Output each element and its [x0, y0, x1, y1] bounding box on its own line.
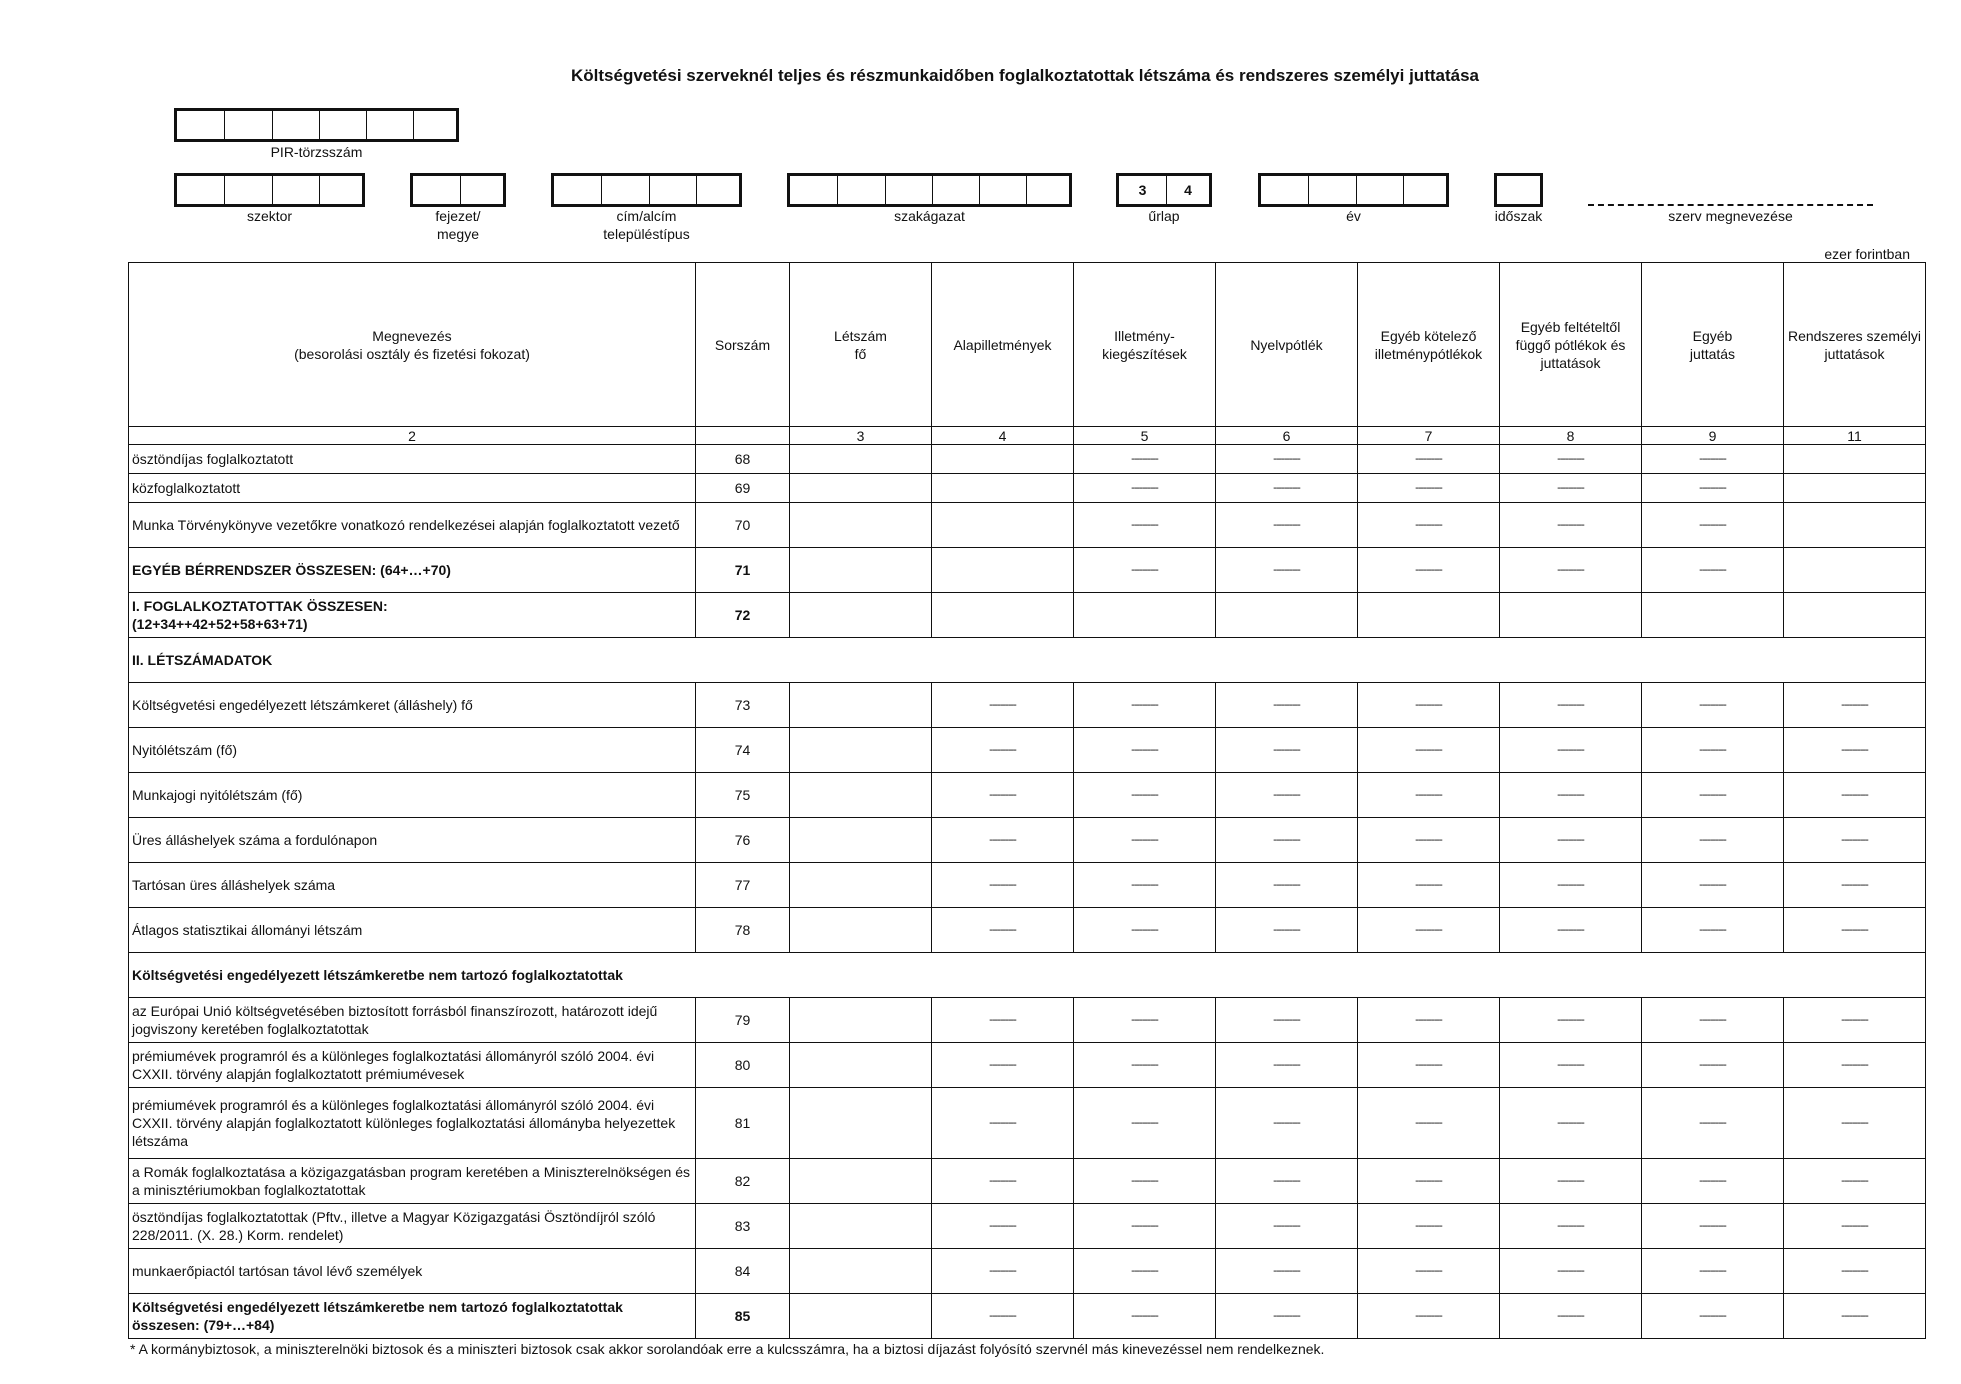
row-number: 78 — [696, 908, 790, 953]
dash-cell: ---------- — [1784, 1294, 1926, 1339]
row-name: ösztöndíjas foglalkoztatottak (Pftv., illetve a Magyar Közigazgatási Ösztöndíjról szóló 228/2011. (X. 28.) Korm. rendelet) — [129, 1204, 696, 1249]
dash-cell: ---------- — [1642, 1249, 1784, 1294]
dash-cell: ---------- — [1358, 1043, 1500, 1088]
table-row — [129, 998, 1926, 1043]
input-cell[interactable] — [790, 1249, 932, 1294]
input-cell[interactable] — [790, 1088, 932, 1159]
pir-cell[interactable] — [320, 111, 367, 139]
col-header: Illetmény- kiegészítések — [1074, 263, 1216, 427]
dash-cell: ---------- — [1642, 1088, 1784, 1159]
dash-cell: ---------- — [1784, 773, 1926, 818]
input-cell[interactable] — [1784, 503, 1926, 548]
dash-cell: ---------- — [1216, 474, 1358, 503]
col-number: 11 — [1784, 427, 1926, 445]
szakagazat-field[interactable] — [787, 173, 1072, 207]
row-name: az Európai Unió költségvetésében biztosított forrásból finanszírozott, határozott idejű jogviszony keretében foglalkoztatottak — [129, 998, 696, 1043]
urlap-label: űrlap — [1148, 208, 1180, 224]
idoszak-label: időszak — [1494, 208, 1543, 224]
dash-cell: ---------- — [1216, 1159, 1358, 1204]
section-row — [129, 638, 1926, 683]
dash-cell: ---------- — [1358, 908, 1500, 953]
dash-cell: ---------- — [932, 1088, 1074, 1159]
input-cell[interactable] — [932, 474, 1074, 503]
page-title: Költségvetési szerveknél teljes és részmunkaidőben foglalkoztatottak létszáma és rendszeres személyi juttatása — [571, 66, 1479, 85]
dash-cell: ---------- — [1500, 474, 1642, 503]
dash-cell: ---------- — [1784, 1043, 1926, 1088]
col-number: 7 — [1358, 427, 1500, 445]
ev-cell[interactable] — [1261, 176, 1309, 204]
row-name: ösztöndíjas foglalkoztatott — [129, 445, 696, 474]
col-header: Létszám fő — [790, 263, 932, 427]
col-number: 6 — [1216, 427, 1358, 445]
dash-cell: ---------- — [1358, 818, 1500, 863]
dash-cell: ---------- — [932, 773, 1074, 818]
dash-cell: ---------- — [1216, 998, 1358, 1043]
row-number: 82 — [696, 1159, 790, 1204]
table-row — [129, 818, 1926, 863]
row-number: 76 — [696, 818, 790, 863]
col-header: Rendszeres személyi juttatások — [1784, 263, 1926, 427]
cim-cell[interactable] — [650, 176, 697, 204]
idoszak-field[interactable] — [1494, 173, 1543, 207]
row-name: prémiumévek programról és a különleges foglalkoztatási állományról szóló 2004. évi CXXII. törvény alapján foglalkoztatott különleges foglalkoztatási állományba helyezettek létszáma — [129, 1088, 696, 1159]
col-header: Alapilletmények — [932, 263, 1074, 427]
dash-cell: ---------- — [1358, 863, 1500, 908]
column-number-row — [129, 427, 1926, 445]
fejezet-cell[interactable] — [413, 176, 461, 204]
input-cell[interactable] — [1784, 593, 1926, 638]
dash-cell: ---------- — [932, 863, 1074, 908]
pir-cell[interactable] — [273, 111, 320, 139]
szektor-cell[interactable] — [225, 176, 273, 204]
input-cell[interactable] — [932, 593, 1074, 638]
dash-cell: ---------- — [1500, 908, 1642, 953]
dash-cell: ---------- — [1216, 548, 1358, 593]
szakagazat-cell[interactable] — [933, 176, 980, 204]
szakagazat-cell[interactable] — [790, 176, 838, 204]
dash-cell: ---------- — [1074, 445, 1216, 474]
dash-cell: ---------- — [1358, 1249, 1500, 1294]
dash-cell: ---------- — [1216, 1204, 1358, 1249]
dash-cell: ---------- — [1074, 818, 1216, 863]
szakagazat-label: szakágazat — [894, 208, 965, 224]
row-number: 75 — [696, 773, 790, 818]
cim-cell[interactable] — [554, 176, 602, 204]
dash-cell: ---------- — [1074, 1204, 1216, 1249]
input-cell[interactable] — [1500, 593, 1642, 638]
row-number: 70 — [696, 503, 790, 548]
row-number: 69 — [696, 474, 790, 503]
input-cell[interactable] — [790, 863, 932, 908]
dash-cell: ---------- — [1216, 863, 1358, 908]
col-header: Nyelvpótlék — [1216, 263, 1358, 427]
table-row — [129, 1043, 1926, 1088]
dash-cell: ---------- — [1216, 728, 1358, 773]
unit-label: ezer forintban — [1824, 246, 1910, 262]
szakagazat-cell[interactable] — [980, 176, 1027, 204]
dash-cell: ---------- — [1358, 683, 1500, 728]
col-header: Megnevezés (besorolási osztály és fizetési fokozat) — [129, 263, 696, 427]
pir-cell[interactable] — [177, 111, 225, 139]
section-row — [129, 953, 1926, 998]
urlap-digit: 3 — [1119, 176, 1167, 204]
dash-cell: ---------- — [1074, 863, 1216, 908]
dash-cell: ---------- — [1642, 908, 1784, 953]
row-name: a Romák foglalkoztatása a közigazgatásban program keretében a Miniszterelnökségen és a minisztériumokban foglalkoztatottak — [129, 1159, 696, 1204]
dash-cell: ---------- — [1358, 474, 1500, 503]
row-name: Munka Törvénykönyve vezetőkre vonatkozó rendelkezései alapján foglalkoztatott vezető — [129, 503, 696, 548]
dash-cell: ---------- — [1216, 1088, 1358, 1159]
dash-cell: ---------- — [1642, 728, 1784, 773]
dash-cell: ---------- — [1500, 863, 1642, 908]
dash-cell: ---------- — [1358, 773, 1500, 818]
dash-cell: ---------- — [1642, 548, 1784, 593]
section-title: Költségvetési engedélyezett létszámkeretbe nem tartozó foglalkoztatottak — [129, 953, 1926, 998]
col-number: 3 — [790, 427, 932, 445]
pir-cell[interactable] — [225, 111, 273, 139]
input-cell[interactable] — [1642, 593, 1784, 638]
input-cell[interactable] — [1784, 445, 1926, 474]
input-cell[interactable] — [790, 1043, 932, 1088]
row-number: 68 — [696, 445, 790, 474]
dash-cell: ---------- — [1216, 908, 1358, 953]
dash-cell: ---------- — [1216, 503, 1358, 548]
row-name: Tartósan üres álláshelyek száma — [129, 863, 696, 908]
table-row — [129, 1204, 1926, 1249]
input-cell[interactable] — [932, 503, 1074, 548]
dash-cell: ---------- — [1216, 818, 1358, 863]
row-name: EGYÉB BÉRRENDSZER ÖSSZESEN: (64+…+70) — [129, 548, 696, 593]
dash-cell: ---------- — [1784, 1159, 1926, 1204]
cim-cell[interactable] — [602, 176, 650, 204]
table-row — [129, 863, 1926, 908]
col-number: 8 — [1500, 427, 1642, 445]
dash-cell: ---------- — [1216, 1043, 1358, 1088]
col-number — [696, 427, 790, 445]
szakagazat-cell[interactable] — [1027, 176, 1069, 204]
dash-cell: ---------- — [932, 1204, 1074, 1249]
cim-field[interactable] — [551, 173, 742, 207]
table-row — [129, 445, 1926, 474]
ev-label: év — [1346, 208, 1361, 224]
dash-cell: ---------- — [1500, 1294, 1642, 1339]
row-name: Költségvetési engedélyezett létszámkeret (álláshely) fő — [129, 683, 696, 728]
dash-cell: ---------- — [1784, 1088, 1926, 1159]
input-cell[interactable] — [1784, 548, 1926, 593]
dash-cell: ---------- — [1500, 503, 1642, 548]
table-row — [129, 1088, 1926, 1159]
dash-cell: ---------- — [1784, 1204, 1926, 1249]
dash-cell: ---------- — [1784, 1249, 1926, 1294]
szerv-line[interactable] — [1588, 204, 1873, 206]
dash-cell: ---------- — [1074, 503, 1216, 548]
input-cell[interactable] — [1216, 593, 1358, 638]
dash-cell: ---------- — [932, 818, 1074, 863]
szektor-label: szektor — [246, 208, 293, 224]
col-number: 9 — [1642, 427, 1784, 445]
szektor-cell[interactable] — [177, 176, 225, 204]
dash-cell: ---------- — [1642, 818, 1784, 863]
col-number: 5 — [1074, 427, 1216, 445]
col-number: 4 — [932, 427, 1074, 445]
dash-cell: ---------- — [1074, 474, 1216, 503]
footnote: * A kormánybiztosok, a miniszterelnöki biztosok és a miniszteri biztosok csak akkor sorolandóak erre a kulcsszámra, ha a biztosi díjazást folyósító szervnél más kinevezéssel nem rendelkeznek. — [130, 1341, 1325, 1357]
table-row — [129, 683, 1926, 728]
row-number: 79 — [696, 998, 790, 1043]
dash-cell: ---------- — [1500, 548, 1642, 593]
row-name: Üres álláshelyek száma a fordulónapon — [129, 818, 696, 863]
row-number: 80 — [696, 1043, 790, 1088]
dash-cell: ---------- — [1642, 1043, 1784, 1088]
table-row — [129, 1294, 1926, 1339]
input-cell[interactable] — [1784, 474, 1926, 503]
col-header: Egyéb kötelező illetménypótlékok — [1358, 263, 1500, 427]
szektor-field[interactable] — [174, 173, 365, 207]
idoszak-cell[interactable] — [1497, 176, 1540, 204]
table-row — [129, 1249, 1926, 1294]
header-row — [129, 263, 1926, 427]
input-cell[interactable] — [932, 548, 1074, 593]
pir-cell[interactable] — [414, 111, 456, 139]
dash-cell: ---------- — [1784, 908, 1926, 953]
dash-cell: ---------- — [1216, 1249, 1358, 1294]
dash-cell: ---------- — [1784, 863, 1926, 908]
dash-cell: ---------- — [1358, 503, 1500, 548]
dash-cell: ---------- — [1500, 998, 1642, 1043]
dash-cell: ---------- — [1642, 474, 1784, 503]
szektor-cell[interactable] — [320, 176, 362, 204]
data-table — [128, 262, 1926, 1339]
dash-cell: ---------- — [1642, 1204, 1784, 1249]
dash-cell: ---------- — [1642, 683, 1784, 728]
dash-cell: ---------- — [1500, 773, 1642, 818]
dash-cell: ---------- — [932, 1294, 1074, 1339]
row-number: 74 — [696, 728, 790, 773]
input-cell[interactable] — [790, 908, 932, 953]
dash-cell: ---------- — [1216, 445, 1358, 474]
input-cell[interactable] — [790, 818, 932, 863]
input-cell[interactable] — [790, 728, 932, 773]
dash-cell: ---------- — [1500, 728, 1642, 773]
dash-cell: ---------- — [1500, 1204, 1642, 1249]
fejezet-cell[interactable] — [461, 176, 503, 204]
row-name: Nyitólétszám (fő) — [129, 728, 696, 773]
col-header: Egyéb juttatás — [1642, 263, 1784, 427]
dash-cell: ---------- — [1642, 998, 1784, 1043]
dash-cell: ---------- — [1358, 1159, 1500, 1204]
szektor-cell[interactable] — [273, 176, 320, 204]
input-cell[interactable] — [790, 1294, 932, 1339]
row-number: 73 — [696, 683, 790, 728]
dash-cell: ---------- — [1358, 548, 1500, 593]
pir-label: PIR-törzsszám — [270, 144, 363, 160]
input-cell[interactable] — [790, 593, 932, 638]
input-cell[interactable] — [790, 1204, 932, 1249]
dash-cell: ---------- — [1784, 728, 1926, 773]
dash-cell: ---------- — [932, 1249, 1074, 1294]
row-name: Munkajogi nyitólétszám (fő) — [129, 773, 696, 818]
input-cell[interactable] — [790, 474, 932, 503]
input-cell[interactable] — [790, 683, 932, 728]
col-number: 2 — [129, 427, 696, 445]
pir-field[interactable] — [174, 108, 459, 142]
dash-cell: ---------- — [1642, 863, 1784, 908]
dash-cell: ---------- — [932, 998, 1074, 1043]
pir-cell[interactable] — [367, 111, 414, 139]
table-row — [129, 773, 1926, 818]
section-title: II. LÉTSZÁMADATOK — [129, 638, 1926, 683]
dash-cell: ---------- — [1358, 1088, 1500, 1159]
dash-cell: ---------- — [1074, 1294, 1216, 1339]
row-name: prémiumévek programról és a különleges foglalkoztatási állományról szóló 2004. évi CXXII. törvény alapján foglalkoztatott prémiumévesek — [129, 1043, 696, 1088]
urlap-field — [1116, 173, 1212, 207]
input-cell[interactable] — [790, 445, 932, 474]
dash-cell: ---------- — [1642, 1294, 1784, 1339]
table-row — [129, 503, 1926, 548]
dash-cell: ---------- — [1500, 818, 1642, 863]
input-cell[interactable] — [790, 773, 932, 818]
row-name: I. FOGLALKOZTATOTTAK ÖSSZESEN: (12+34++42+52+58+63+71) — [129, 593, 696, 638]
dash-cell: ---------- — [1216, 773, 1358, 818]
dash-cell: ---------- — [1358, 1294, 1500, 1339]
szerv-label: szerv megnevezése — [1668, 208, 1793, 224]
dash-cell: ---------- — [1074, 1249, 1216, 1294]
row-number: 83 — [696, 1204, 790, 1249]
dash-cell: ---------- — [1642, 503, 1784, 548]
dash-cell: ---------- — [1642, 1159, 1784, 1204]
row-number: 81 — [696, 1088, 790, 1159]
dash-cell: ---------- — [1642, 773, 1784, 818]
row-name: munkaerőpiactól tartósan távol lévő személyek — [129, 1249, 696, 1294]
input-cell[interactable] — [790, 998, 932, 1043]
row-number: 77 — [696, 863, 790, 908]
dash-cell: ---------- — [1784, 818, 1926, 863]
row-number: 72 — [696, 593, 790, 638]
ev-cell[interactable] — [1309, 176, 1357, 204]
dash-cell: ---------- — [1500, 1088, 1642, 1159]
dash-cell: ---------- — [1074, 908, 1216, 953]
input-cell[interactable] — [790, 548, 932, 593]
table-row — [129, 908, 1926, 953]
fejezet-field[interactable] — [410, 173, 506, 207]
dash-cell: ---------- — [1358, 445, 1500, 474]
dash-cell: ---------- — [932, 728, 1074, 773]
table-row — [129, 474, 1926, 503]
dash-cell: ---------- — [1216, 683, 1358, 728]
fejezet-label: fejezet/ megye — [435, 208, 481, 242]
table-row — [129, 1159, 1926, 1204]
table-row — [129, 548, 1926, 593]
ev-cell[interactable] — [1404, 176, 1446, 204]
dash-cell: ---------- — [932, 683, 1074, 728]
dash-cell: ---------- — [1074, 683, 1216, 728]
col-header: Sorszám — [696, 263, 790, 427]
cim-label: cím/alcím településtípus — [603, 208, 690, 242]
dash-cell: ---------- — [1500, 1043, 1642, 1088]
dash-cell: ---------- — [1358, 1204, 1500, 1249]
dash-cell: ---------- — [1784, 998, 1926, 1043]
dash-cell: ---------- — [1358, 728, 1500, 773]
dash-cell: ---------- — [1784, 683, 1926, 728]
dash-cell: ---------- — [1074, 548, 1216, 593]
input-cell[interactable] — [932, 445, 1074, 474]
dash-cell: ---------- — [1074, 728, 1216, 773]
dash-cell: ---------- — [1642, 445, 1784, 474]
row-number: 84 — [696, 1249, 790, 1294]
table-row — [129, 593, 1926, 638]
row-name: Átlagos statisztikai állományi létszám — [129, 908, 696, 953]
input-cell[interactable] — [1074, 593, 1216, 638]
cim-cell[interactable] — [697, 176, 739, 204]
dash-cell: ---------- — [1358, 998, 1500, 1043]
input-cell[interactable] — [790, 1159, 932, 1204]
dash-cell: ---------- — [1216, 1294, 1358, 1339]
dash-cell: ---------- — [932, 908, 1074, 953]
dash-cell: ---------- — [1074, 1088, 1216, 1159]
szakagazat-cell[interactable] — [838, 176, 886, 204]
row-name: közfoglalkoztatott — [129, 474, 696, 503]
urlap-digit: 4 — [1184, 182, 1192, 198]
szakagazat-cell[interactable] — [886, 176, 933, 204]
input-cell[interactable] — [790, 503, 932, 548]
dash-cell: ---------- — [1500, 445, 1642, 474]
col-header: Egyéb feltételtől függő pótlékok és juttatások — [1500, 263, 1642, 427]
row-number: 85 — [696, 1294, 790, 1339]
dash-cell: ---------- — [1500, 1159, 1642, 1204]
ev-field[interactable] — [1258, 173, 1449, 207]
dash-cell: ---------- — [1500, 683, 1642, 728]
ev-cell[interactable] — [1357, 176, 1404, 204]
table-row — [129, 728, 1926, 773]
dash-cell: ---------- — [1074, 1043, 1216, 1088]
dash-cell: ---------- — [932, 1159, 1074, 1204]
dash-cell: ---------- — [932, 1043, 1074, 1088]
dash-cell: ---------- — [1074, 773, 1216, 818]
dash-cell: ---------- — [1500, 1249, 1642, 1294]
dash-cell: ---------- — [1074, 998, 1216, 1043]
row-number: 71 — [696, 548, 790, 593]
row-name: Költségvetési engedélyezett létszámkeretbe nem tartozó foglalkoztatottak összesen: (79+…+84) — [129, 1294, 696, 1339]
input-cell[interactable] — [1358, 593, 1500, 638]
dash-cell: ---------- — [1074, 1159, 1216, 1204]
